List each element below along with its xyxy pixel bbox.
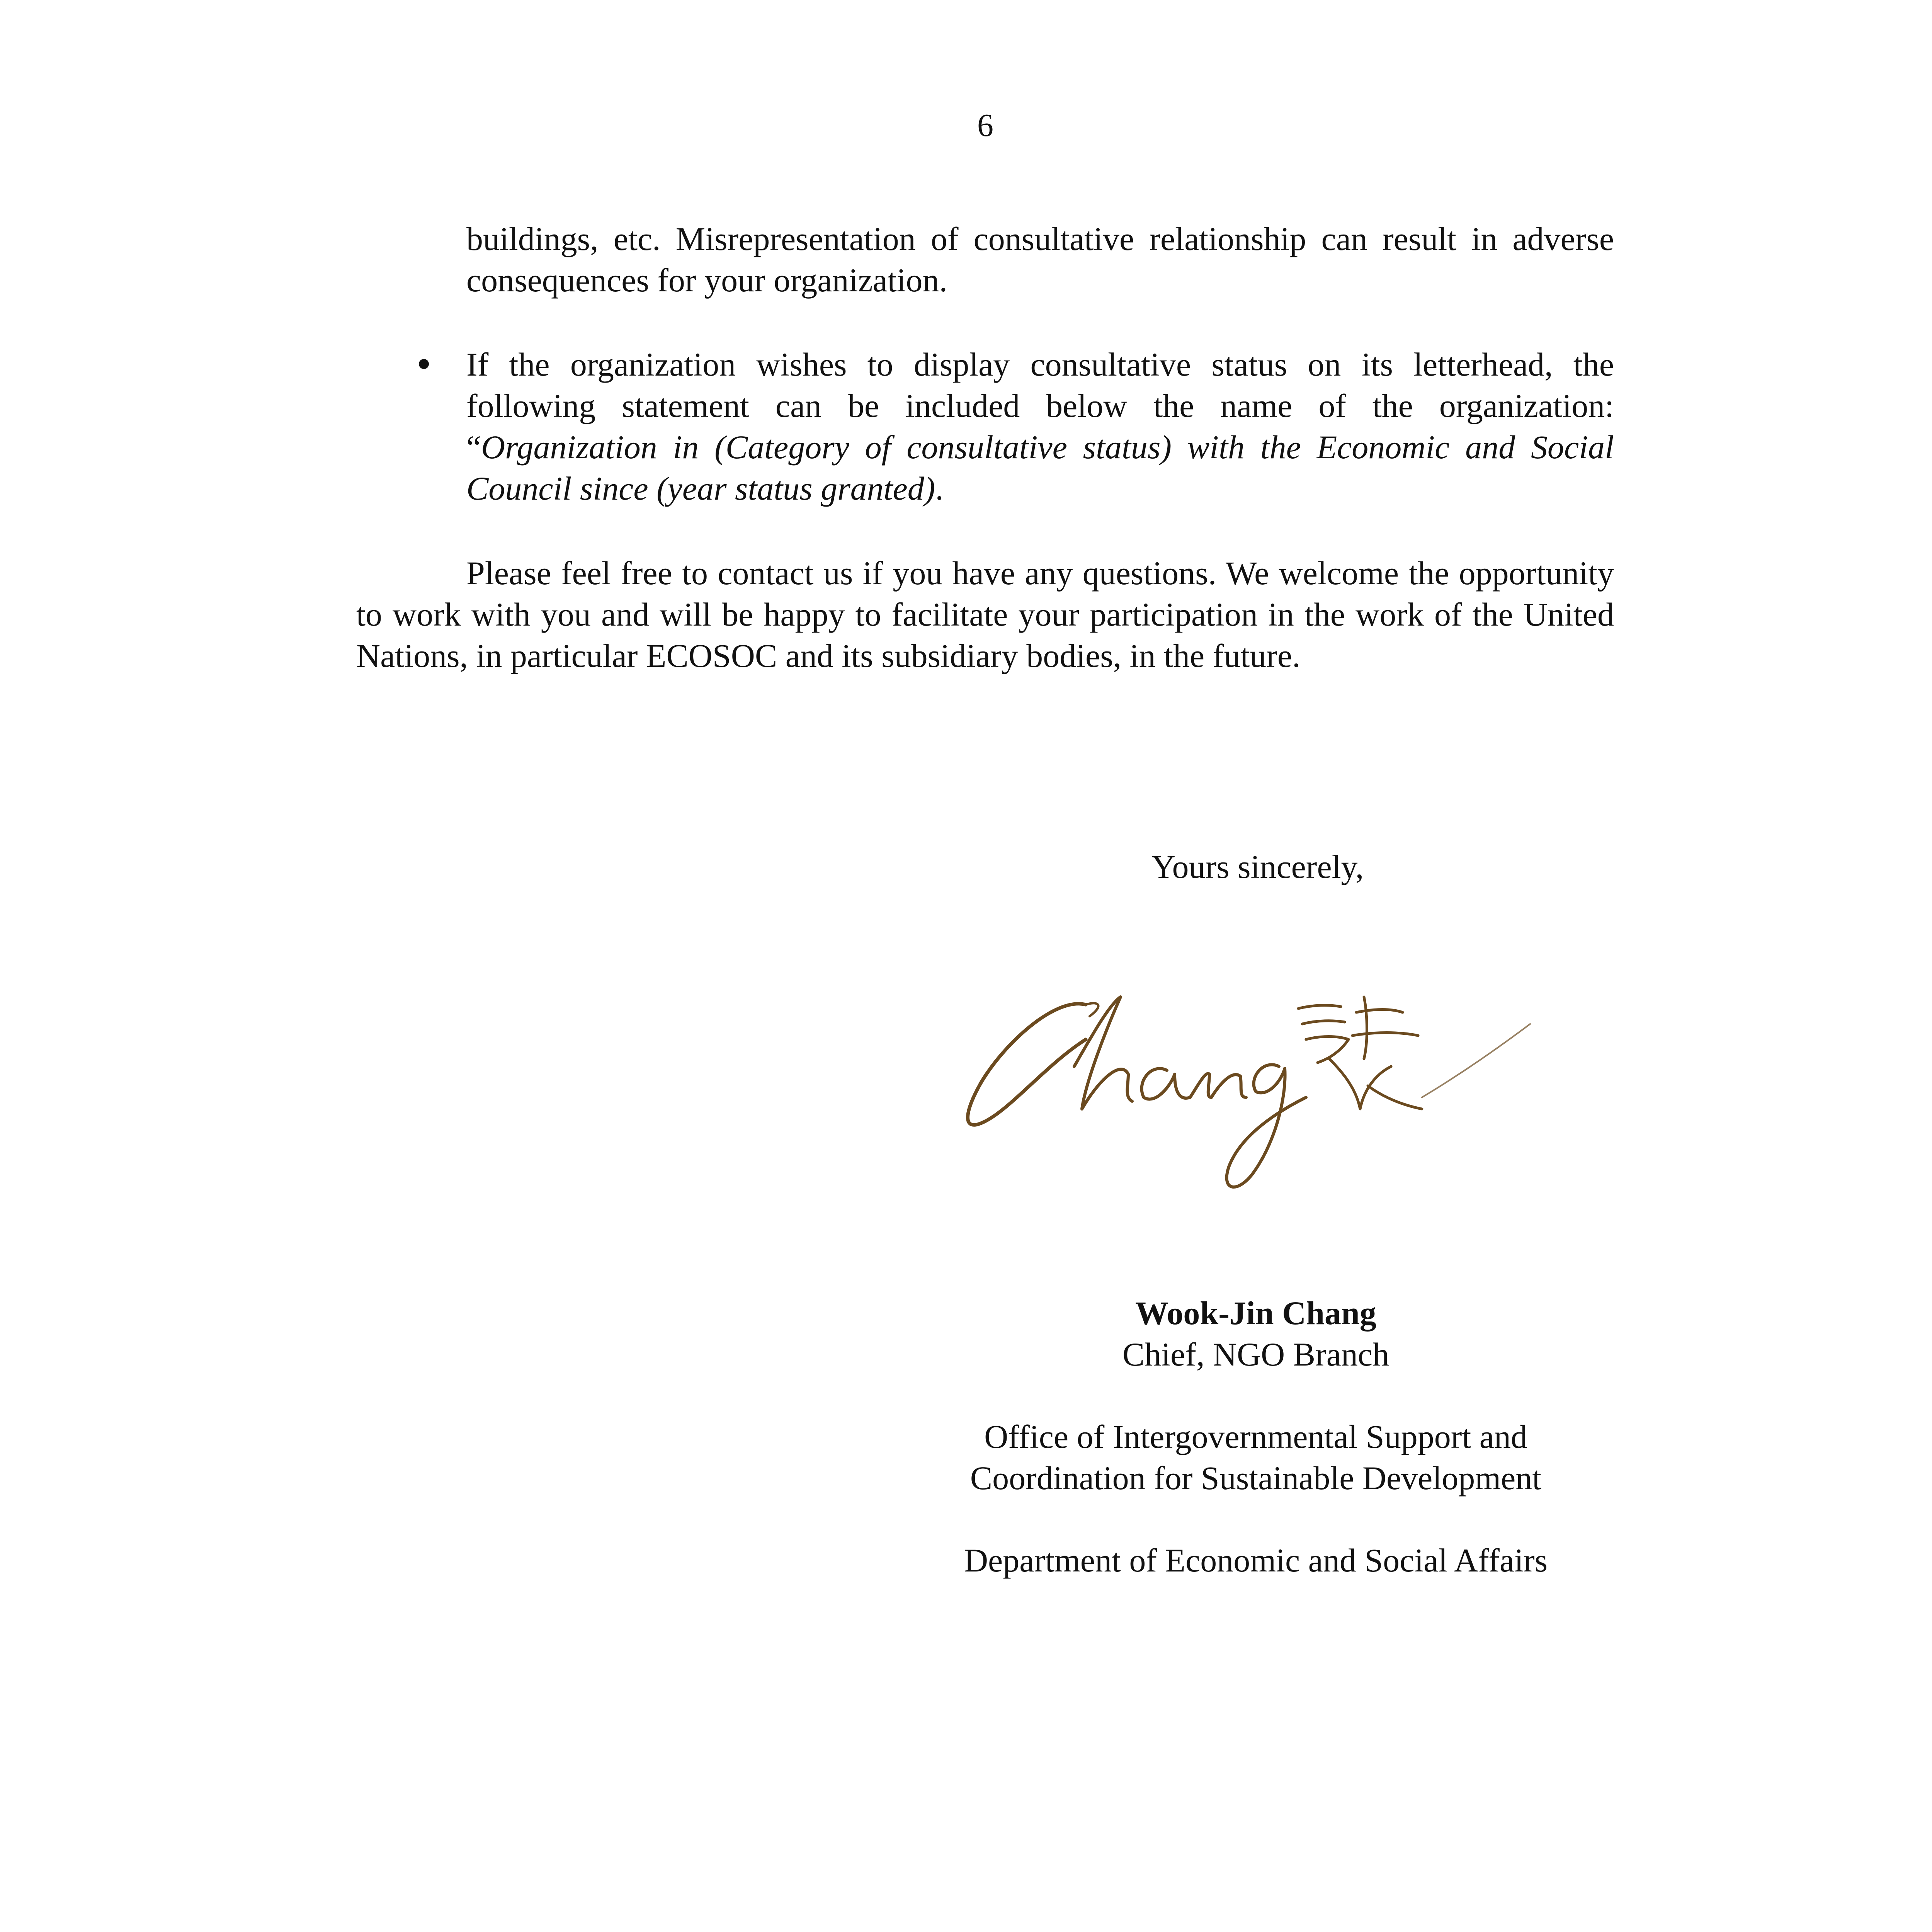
handwritten-signature: [958, 981, 1546, 1198]
signer-name: Wook-Jin Chang: [1135, 1294, 1376, 1332]
closing-paragraph: Please feel free to contact us if you have any questions. We welcome the opportunity to work with you and will be happy to facilitate your participation in the work of the United Nations, in particular ECOSOC and its subsidiary bodies, in the future.: [356, 554, 1614, 674]
bullet-end: .: [935, 470, 944, 507]
continued-paragraph: buildings, etc. Misrepresentation of consultative relationship can result in adverse consequences for your organization.: [466, 220, 1614, 299]
office-line-1: Office of Intergovernmental Support and: [984, 1418, 1527, 1455]
department-name: Department of Economic and Social Affairs: [964, 1542, 1548, 1579]
office-line-2: Coordination for Sustainable Development: [970, 1459, 1542, 1497]
office-name: [889, 1416, 1623, 1499]
bullet-intro-text: If the organization wishes to display consultative status on its letterhead, the following statement can be included below the name of the organization: “: [466, 346, 1614, 466]
bullet-list-item: [466, 344, 1614, 509]
page-number: 6: [977, 107, 993, 143]
salutation: Yours sincerely,: [1151, 848, 1364, 885]
letterhead-statement: Organization in (Category of consultative status) with the Economic and Social Council since (year status granted): [466, 429, 1614, 507]
signer-title: Chief, NGO Branch: [1122, 1336, 1389, 1373]
bullet-icon: [408, 344, 439, 385]
